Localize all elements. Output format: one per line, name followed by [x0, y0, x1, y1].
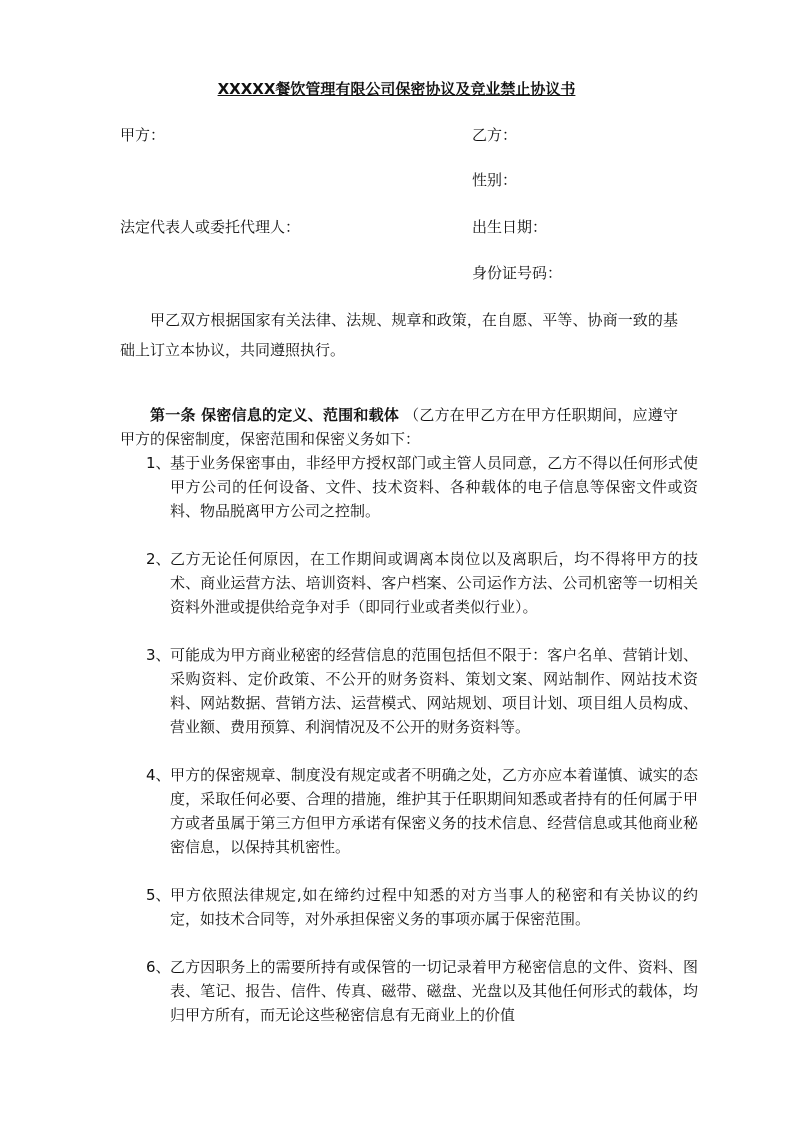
article-1-lead: （乙方在甲乙方在甲方任职期间，应遵守甲方的保密制度，保密范围和保密义务如下：	[120, 406, 678, 448]
intro-paragraph: 甲乙双方根据国家有关法律、法规、规章和政策，在自愿、平等、协商一致的基础上订立本协议，共同遵照执行。	[120, 311, 678, 359]
article-1-items	[0, 451, 793, 1027]
clause-item-2	[146, 547, 698, 619]
id-number-label: 身份证号码：	[472, 264, 563, 282]
clause-item-4	[146, 763, 698, 859]
clause-number: 6、	[146, 958, 171, 976]
clause-item-6	[146, 955, 698, 1027]
clause-number: 2、	[146, 550, 171, 568]
article-1-heading: 第一条 保密信息的定义、范围和载体	[150, 406, 400, 424]
party-b-label: 乙方：	[472, 126, 518, 144]
clause-item-1	[146, 451, 698, 523]
clause-text: 甲方依照法律规定,如在缔约过程中知悉的对方当事人的秘密和有关协议的约定，如技术合同等，对外承担保密义务的事项亦属于保密范围。	[170, 886, 698, 928]
party-a-label: 甲方：	[120, 126, 166, 144]
clause-number: 1、	[146, 454, 171, 472]
document-title: XXXXX餐饮管理有限公司保密协议及竞业禁止协议书	[217, 80, 576, 98]
clause-text: 基于业务保密事由，非经甲方授权部门或主管人员同意，乙方不得以任何形式使甲方公司的任何设备、文件、技术资料、各种载体的电子信息等保密文件或资料、物品脱离甲方公司之控制。	[170, 454, 698, 520]
gender-label: 性别：	[472, 171, 518, 189]
clause-item-5	[146, 883, 698, 931]
clause-text: 乙方因职务上的需要所持有或保管的一切记录着甲方秘密信息的文件、资料、图表、笔记、报告、信件、传真、磁带、磁盘、光盘以及其他任何形式的载体，均归甲方所有，而无论这些秘密信息有无商业上的价值	[170, 958, 698, 1024]
clause-number: 4、	[146, 766, 171, 784]
clause-number: 5、	[146, 886, 171, 904]
representative-label: 法定代表人或委托代理人：	[120, 218, 301, 236]
clause-text: 甲方的保密规章、制度没有规定或者不明确之处，乙方亦应本着谨慎、诚实的态度，采取任何必要、合理的措施，维护其于任职期间知悉或者持有的任何属于甲方或者虽属于第三方但甲方承诺有保密义务的技术信息、经营信息或其他商业秘密信息，以保持其机密性。	[170, 766, 698, 856]
clause-text: 可能成为甲方商业秘密的经营信息的范围包括但不限于：客户名单、营销计划、采购资料、定价政策、不公开的财务资料、策划文案、网站制作、网站技术资料、网站数据、营销方法、运营模式、网站规划、项目计划、项目组人员构成、营业额、费用预算、利润情况及不公开的财务资料等。	[170, 646, 698, 736]
clause-text: 乙方无论任何原因，在工作期间或调离本岗位以及离职后，均不得将甲方的技术、商业运营方法、培训资料、客户档案、公司运作方法、公司机密等一切相关资料外泄或提供给竞争对手（即同行业或者类似行业）。	[170, 550, 698, 616]
birth-date-label: 出生日期：	[472, 218, 548, 236]
article-1-intro	[120, 403, 678, 451]
clause-item-3	[146, 643, 698, 739]
clause-number: 3、	[146, 646, 171, 664]
